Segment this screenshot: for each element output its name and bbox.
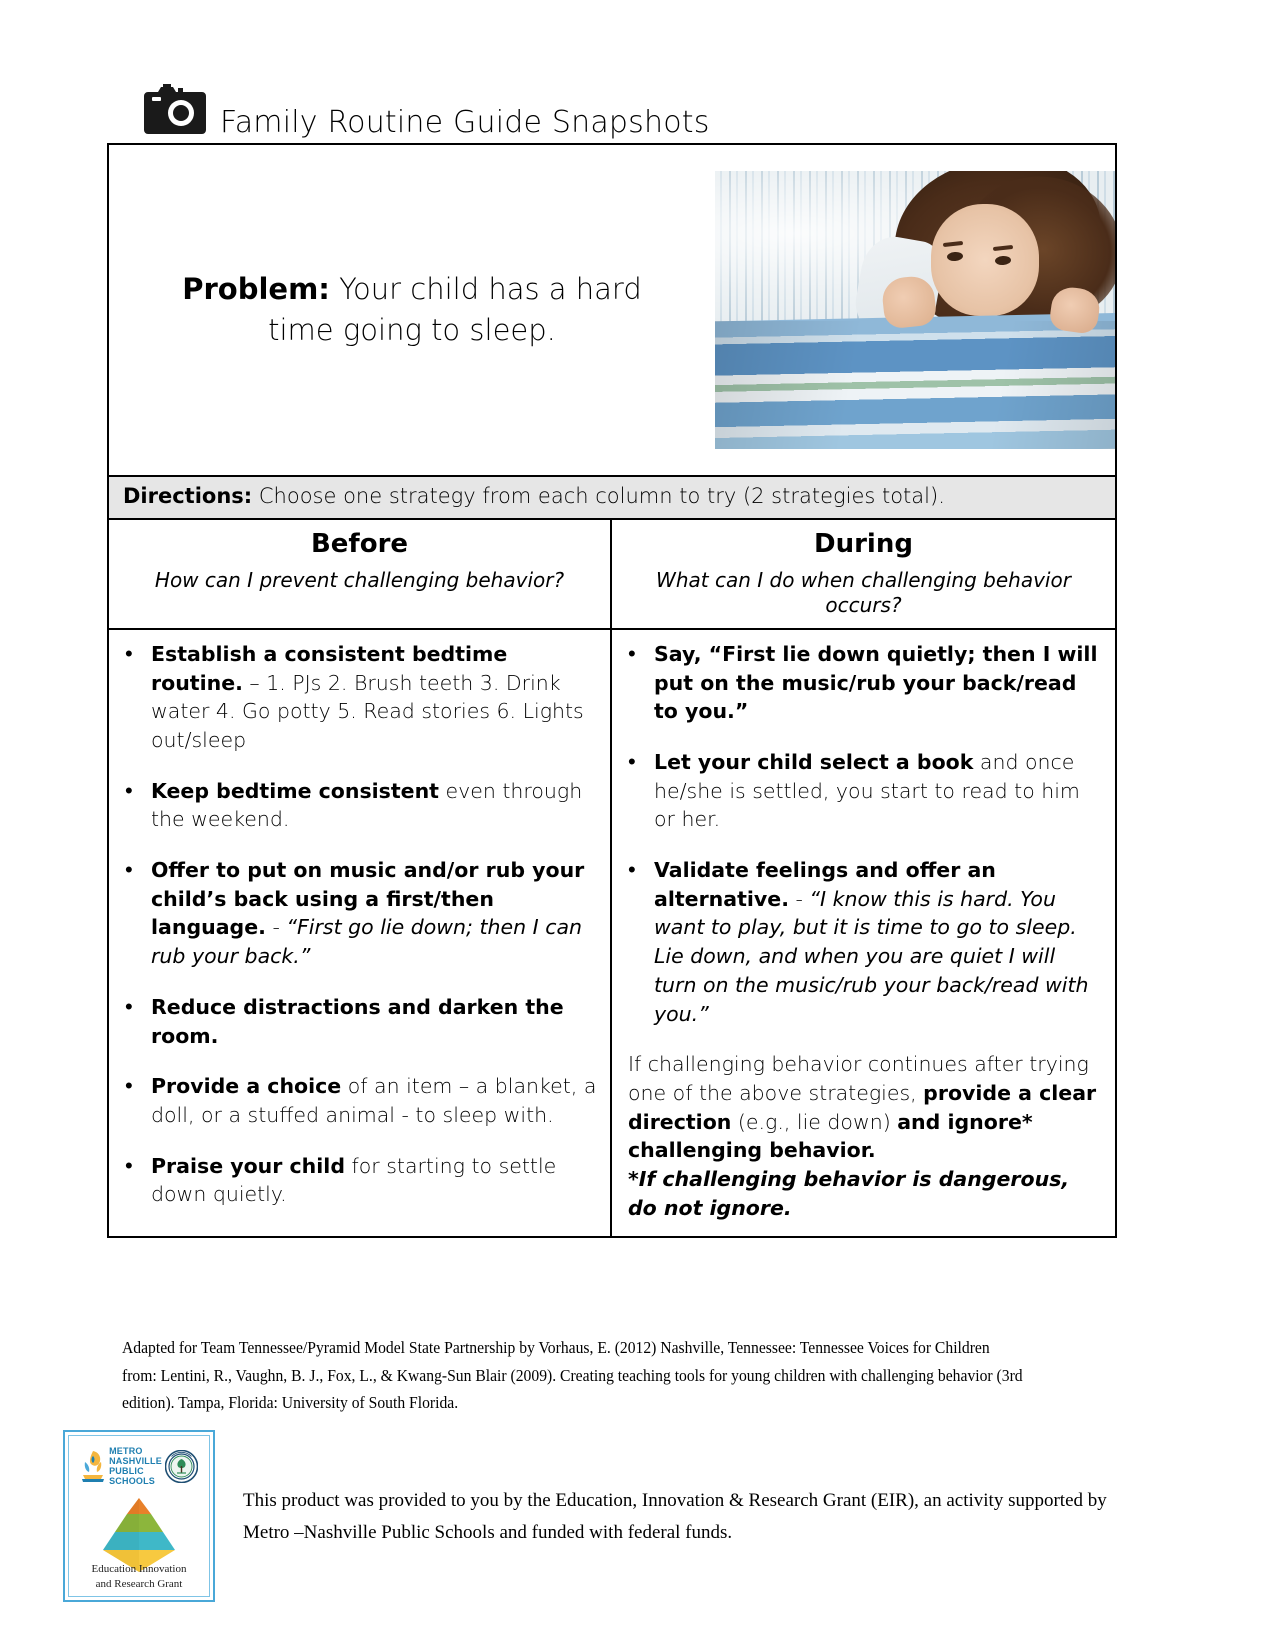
strategy-rest: and once he/she is settled, you start to read to him or her.: [654, 750, 1080, 832]
strategy-italic: “First go lie down; then I can rub your back.”: [151, 915, 583, 969]
strategy-bold: Provide a choice: [151, 1074, 342, 1099]
problem-text-cell: [109, 145, 715, 475]
strategy-bold: Let your child select a book: [654, 750, 974, 775]
child-in-bed-photo: [715, 171, 1115, 449]
during-strategy-list: [620, 640, 1103, 1028]
strategy-rest: of an item – a blanket, a doll, or a stuffed animal - to sleep with.: [151, 1074, 597, 1127]
logo-top-row: [75, 1444, 203, 1488]
strategy-bold: Establish a consistent bedtime routine.: [151, 641, 508, 695]
strategy-rest: -: [265, 915, 287, 940]
photo-blanket-shading: [715, 321, 1115, 449]
mnps-line-2: NASHVILLE: [109, 1455, 162, 1466]
directions-label: Directions:: [123, 484, 253, 508]
column-header-before: [109, 520, 612, 628]
photo-cell: [715, 145, 1115, 475]
during-followup-paragraph: [620, 1050, 1103, 1165]
logo-caption-line-1: Education Innovation: [91, 1563, 187, 1576]
strategy-rest: even through the weekend.: [151, 778, 583, 832]
list-item: [151, 1072, 598, 1129]
list-item: [151, 856, 598, 971]
column-header-during: [612, 520, 1115, 628]
mnps-line-1: METRO: [109, 1445, 143, 1456]
state-seal-icon: [165, 1450, 198, 1483]
strategy-rest: -: [788, 886, 810, 911]
mnps-line-4: SCHOOLS: [109, 1476, 155, 1487]
column-subtitle-before: How can I prevent challenging behavior?: [154, 567, 565, 592]
mnps-line-3: PUBLIC: [109, 1466, 144, 1476]
strategy-bold: Offer to put on music and/or rub your child’s back using a first/then language.: [151, 858, 585, 940]
directions-text: [123, 484, 1115, 509]
strategy-rest: for starting to settle down quietly.: [151, 1153, 557, 1207]
strategy-bold: Reduce distractions and darken the room.: [151, 994, 564, 1048]
logo-caption: [69, 1562, 209, 1591]
during-danger-note: *If challenging behavior is dangerous, do not ignore.: [628, 1166, 1070, 1220]
citation-text: Adapted for Team Tennessee/Pyramid Model State Partnership by Vorhaus, E. (2012) Nashville, Tennessee: Tennessee Voices for Children from: Lentini, R., Vaughn, B. J., Fox, L., & Kwang-Sun Blair (2009). Creating teaching tools for young children with challenging behavior (3rd edition). Tampa, Florida: University of South Florida.: [122, 1338, 1023, 1413]
strategies-column-before: [109, 630, 612, 1236]
list-item: [151, 640, 598, 755]
problem-statement: [177, 269, 647, 351]
eir-logo-inner: [68, 1435, 210, 1597]
strategy-bold: Validate feelings and offer an alternative.: [654, 858, 996, 911]
strategy-bold: Praise your child: [151, 1153, 345, 1178]
column-subtitle-during: What can I do when challenging behavior occurs?: [656, 567, 1071, 617]
followup-bold1: provide a clear direction: [628, 1080, 1097, 1134]
guide-frame: [107, 143, 1117, 1238]
camera-icon: [140, 80, 212, 138]
page-header: [140, 72, 1100, 140]
list-item: [654, 856, 1103, 1028]
problem-row: [109, 145, 1115, 477]
list-item: [654, 640, 1103, 726]
list-item: [654, 748, 1103, 834]
eir-logo-box: [63, 1430, 215, 1602]
list-item: [151, 993, 598, 1050]
followup-bold2: and ignore* challenging behavior.: [628, 1109, 1033, 1163]
problem-body: Your child has a hard time going to sleep.: [268, 271, 642, 347]
column-header-row: [109, 520, 1115, 630]
problem-label: Problem:: [182, 271, 330, 306]
column-title-before: Before: [310, 529, 409, 560]
photo-face: [931, 204, 1039, 315]
logo-caption-line-2: and Research Grant: [95, 1577, 183, 1590]
followup-part2: (e.g., lie down): [731, 1109, 898, 1134]
before-strategy-list: [117, 640, 598, 1209]
strategies-column-during: [612, 630, 1115, 1236]
mnps-wordmark: [109, 1446, 162, 1486]
strategy-rest: – 1. PJs 2. Brush teeth 3. Drink water 4. Go potty 5. Read stories 6. Lights out/sleep: [151, 670, 584, 753]
page-title: Family Routine Guide Snapshots: [220, 105, 710, 140]
funding-note: This product was provided to you by the Education, Innovation & Research Grant (EIR), an activity supported by Metro –Nashville Public Schools and funded with federal funds.: [243, 1490, 1107, 1544]
column-title-during: During: [814, 529, 913, 560]
list-item: [151, 1152, 598, 1209]
strategies-row: [109, 630, 1115, 1236]
directions-body: Choose one strategy from each column to try (2 strategies total).: [252, 484, 945, 508]
mnps-emblem-icon: [80, 1449, 106, 1483]
followup-part1: If challenging behavior continues after trying one of the above strategies,: [628, 1052, 1089, 1105]
strategy-bold: Keep bedtime consistent: [151, 778, 439, 803]
strategy-italic: “I know this is hard. You want to play, but it is time to go to sleep. Lie down, and when you are quiet I will turn on the music/rub your back/read with you.”: [654, 886, 1089, 1026]
strategy-bold: Say, “First lie down quietly; then I will put on the music/rub your back/read to you.”: [654, 641, 1098, 724]
list-item: [151, 777, 598, 834]
directions-row: [109, 477, 1115, 520]
